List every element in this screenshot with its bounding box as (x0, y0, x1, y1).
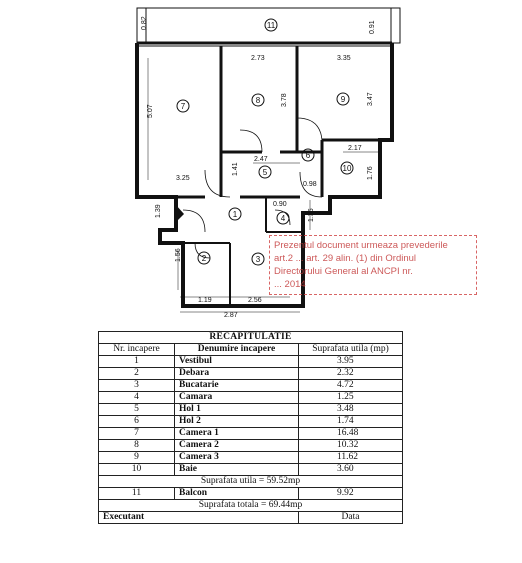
room-5-number: 5 (262, 168, 268, 177)
table-row (99, 416, 403, 428)
table-row (99, 368, 403, 380)
row-nr: 4 (99, 392, 175, 404)
recap-title: RECAPITULATIE (99, 332, 403, 344)
dim-1-76: 1.76 (367, 166, 374, 180)
room-8-number: 8 (255, 96, 261, 105)
header-nr: Nr. incapere (99, 344, 175, 356)
row-area: 1.74 (299, 416, 403, 428)
balcony-name: Balcon (175, 488, 299, 500)
stamp-line: art.2 ... art. 29 alin. (1) din Ordinul (274, 253, 417, 264)
row-nr: 8 (99, 440, 175, 452)
dim-0-91: 0.91 (369, 20, 376, 34)
dim-3-47: 3.47 (367, 92, 374, 106)
row-area: 16.48 (299, 428, 403, 440)
room-6-number: 6 (305, 151, 311, 160)
dim-2-17: 2.17 (348, 145, 362, 152)
dim-1-19: 1.19 (198, 297, 212, 304)
dim-0-90: 0.90 (273, 201, 287, 208)
dim-2-47: 2.47 (254, 156, 268, 163)
dim-0-82: 0.82 (141, 16, 148, 30)
row-name: Debara (175, 368, 299, 380)
table-row (99, 404, 403, 416)
row-nr: 6 (99, 416, 175, 428)
room-2-number: 2 (201, 254, 207, 263)
row-name: Hol 1 (175, 404, 299, 416)
dim-3-25: 3.25 (176, 175, 190, 182)
dim-2-87: 2.87 (224, 312, 238, 319)
row-name: Camara (175, 392, 299, 404)
stamp-line: ... 2014 (274, 279, 306, 290)
balcony-nr: 11 (99, 488, 175, 500)
row-name: Camera 2 (175, 440, 299, 452)
dim-5-07: 5.07 (147, 104, 154, 118)
table-row (99, 428, 403, 440)
dim-1-35: 1.35 (308, 208, 315, 222)
table-row (99, 452, 403, 464)
dim-2-73: 2.73 (251, 55, 265, 62)
row-name: Camera 3 (175, 452, 299, 464)
dim-3-35: 3.35 (337, 55, 351, 62)
data-label: Data (299, 512, 403, 524)
row-area: 1.25 (299, 392, 403, 404)
table-row (99, 380, 403, 392)
room-9-number: 9 (340, 95, 346, 104)
table-row (99, 392, 403, 404)
row-nr: 1 (99, 356, 175, 368)
balcony-area: 9.92 (299, 488, 403, 500)
room-7-number: 7 (180, 102, 186, 111)
executant-label: Executant (99, 512, 299, 524)
room-11-number: 11 (266, 21, 276, 30)
row-area: 3.95 (299, 356, 403, 368)
table-row (99, 488, 403, 500)
room-4-number: 4 (280, 214, 286, 223)
row-area: 2.32 (299, 368, 403, 380)
row-name: Hol 2 (175, 416, 299, 428)
dim-0-98: 0.98 (303, 181, 317, 188)
dim-1-41: 1.41 (232, 162, 239, 176)
row-area: 4.72 (299, 380, 403, 392)
table-row (99, 464, 403, 476)
room-3-number: 3 (255, 255, 261, 264)
row-name: Baie (175, 464, 299, 476)
ancpi-stamp (269, 235, 477, 295)
dim-1-39: 1.39 (155, 204, 162, 218)
total-area: Suprafata totala = 69.44mp (99, 500, 403, 512)
table-row (99, 440, 403, 452)
recap-table (98, 331, 403, 524)
row-nr: 7 (99, 428, 175, 440)
header-area: Suprafata utila (mp) (299, 344, 403, 356)
row-name: Camera 1 (175, 428, 299, 440)
row-nr: 3 (99, 380, 175, 392)
dim-1-56: 1.56 (175, 248, 182, 262)
useful-area-total: Suprafata utila = 59.52mp (99, 476, 403, 488)
row-nr: 5 (99, 404, 175, 416)
row-nr: 9 (99, 452, 175, 464)
row-area: 3.48 (299, 404, 403, 416)
table-row (99, 356, 403, 368)
room-10-number: 10 (342, 164, 352, 173)
header-name: Denumire incapere (175, 344, 299, 356)
row-area: 3.60 (299, 464, 403, 476)
row-area: 11.62 (299, 452, 403, 464)
row-nr: 2 (99, 368, 175, 380)
stamp-line: Prezentul document urmeaza prevederile (274, 240, 448, 251)
room-1-number: 1 (232, 210, 238, 219)
row-nr: 10 (99, 464, 175, 476)
row-area: 10.32 (299, 440, 403, 452)
stamp-line: Directorului General al ANCPI nr. (274, 266, 413, 277)
dim-3-78: 3.78 (281, 93, 288, 107)
row-name: Vestibul (175, 356, 299, 368)
row-name: Bucatarie (175, 380, 299, 392)
dim-2-56: 2.56 (248, 297, 262, 304)
